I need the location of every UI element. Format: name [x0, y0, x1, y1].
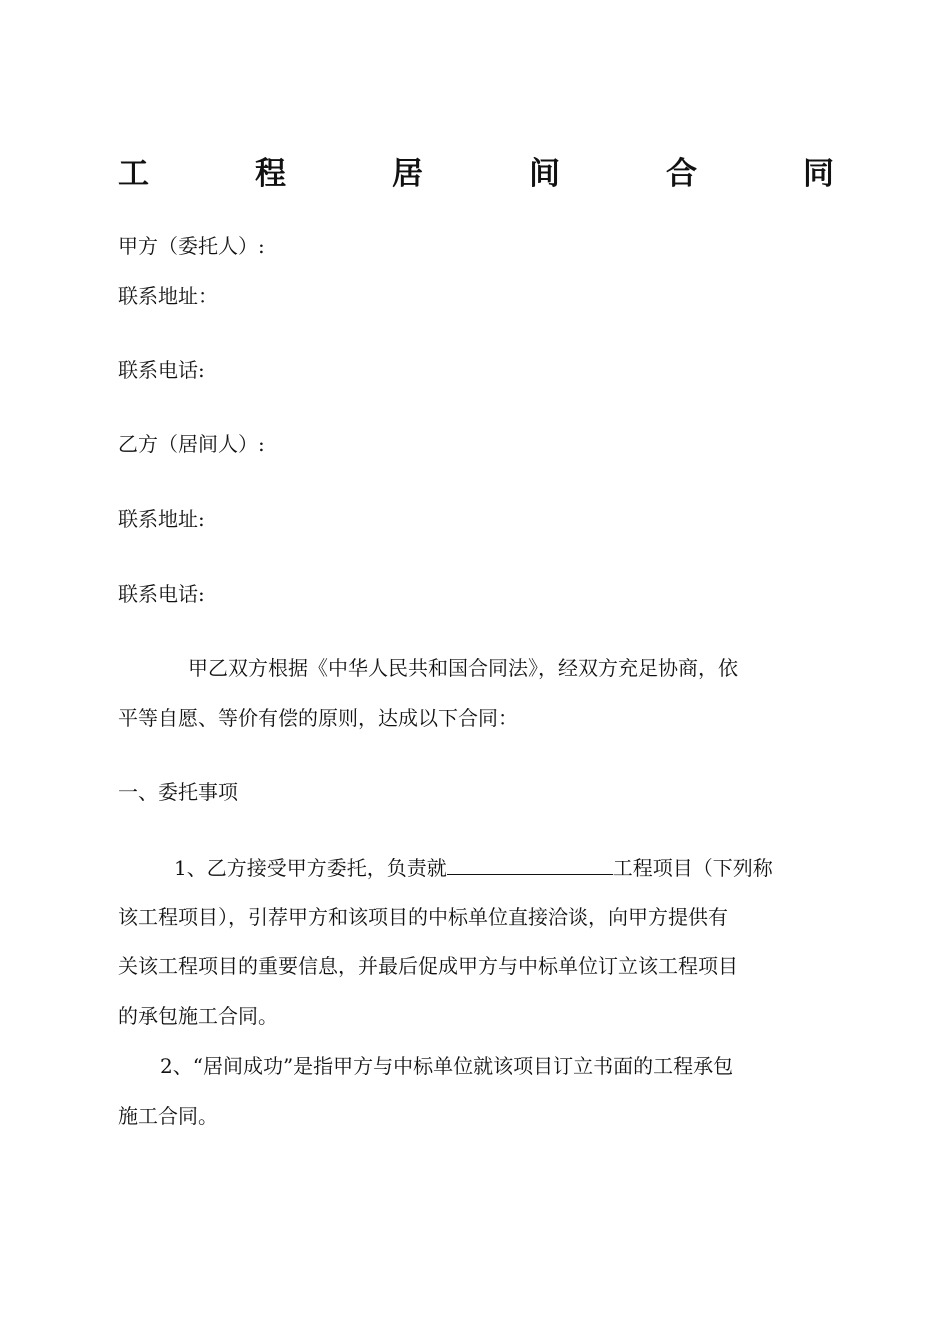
section-1-heading: 一、委托事项: [118, 780, 238, 804]
document-title: [118, 152, 834, 196]
clause-1-line-2: 该工程项目），引荐甲方和该项目的中标单位直接洽谈，向甲方提供有: [118, 905, 728, 929]
party-a-phone-label: 联系电话:: [118, 358, 205, 382]
title-char: 居: [392, 156, 423, 192]
title-char: 合: [666, 156, 697, 192]
clause-1-suffix: 工程项目（下列称: [612, 856, 773, 880]
title-char: 程: [255, 156, 286, 192]
title-char: 间: [529, 156, 560, 192]
project-name-blank: [447, 852, 613, 875]
clause-1-line-4: 的承包施工合同。: [118, 1004, 278, 1028]
clause-2-line-2: 施工合同。: [118, 1104, 218, 1128]
clause-1-prefix: 1、乙方接受甲方委托，负责就: [174, 856, 447, 880]
party-b-phone-label: 联系电话:: [118, 582, 205, 606]
preamble-line-1: 甲乙双方根据《中华人民共和国合同法》，经双方充足协商，依: [188, 656, 738, 680]
clause-2-line-1: 2、“居间成功”是指甲方与中标单位就该项目订立书面的工程承包: [160, 1054, 734, 1078]
title-char: 工: [118, 156, 149, 192]
party-a-label: 甲方（委托人）:: [118, 234, 265, 258]
party-b-address-label: 联系地址:: [118, 507, 205, 531]
clause-1-line-1: [174, 852, 773, 883]
preamble-line-2: 平等自愿、等价有偿的原则，达成以下合同：: [118, 706, 518, 730]
party-b-label: 乙方（居间人）:: [118, 432, 265, 456]
party-a-address-label: 联系地址：: [118, 284, 218, 308]
clause-1-line-3: 关该工程项目的重要信息，并最后促成甲方与中标单位订立该工程项目: [118, 954, 738, 978]
title-char: 同: [803, 156, 834, 192]
